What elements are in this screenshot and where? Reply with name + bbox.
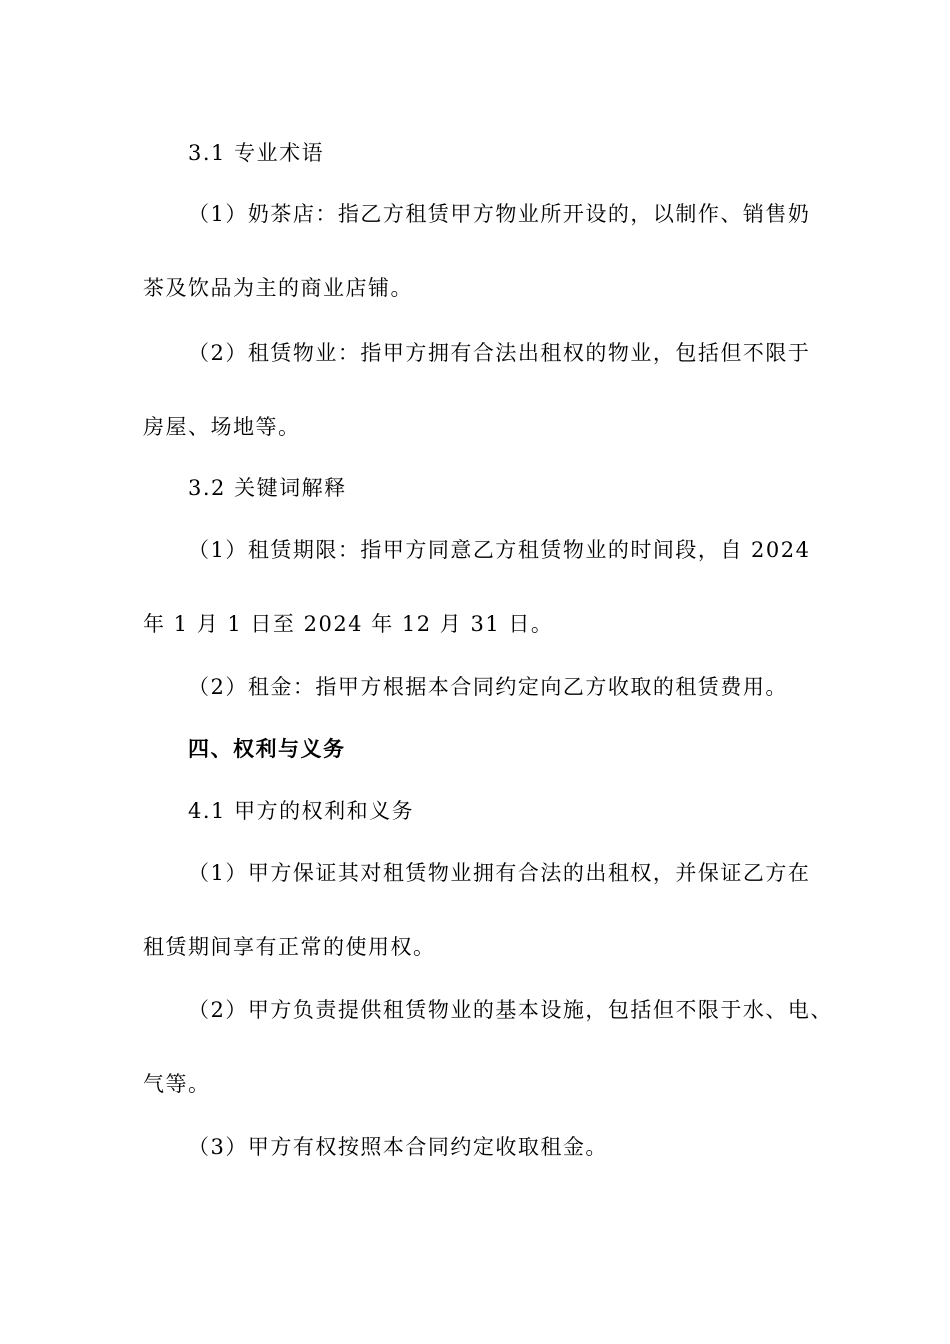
section-3-1-item-2-line-2: 房屋、场地等。 [143,415,301,439]
section-3-1-item-2-line-1: （2）租赁物业：指甲方拥有合法出租权的物业，包括但不限于 [188,341,811,365]
section-4-1-item-1-line-2: 租赁期间享有正常的使用权。 [143,935,436,959]
section-4-1-heading: 4.1 甲方的权利和义务 [188,799,415,823]
section-3-2-item-1-line-2: 年 1 月 1 日至 2024 年 12 月 31 日。 [143,612,554,636]
section-4-1-item-3-line-1: （3）甲方有权按照本合同约定收取租金。 [188,1135,608,1159]
section-3-1-item-1-line-1: （1）奶茶店：指乙方租赁甲方物业所开设的，以制作、销售奶 [188,202,811,226]
section-4-1-item-2-line-2: 气等。 [143,1072,211,1096]
section-3-2-heading: 3.2 关键词解释 [188,476,347,500]
section-3-1-heading: 3.1 专业术语 [188,141,325,165]
section-3-1-item-1-line-2: 茶及饮品为主的商业店铺。 [143,276,413,300]
section-4-1-item-2-line-1: （2）甲方负责提供租赁物业的基本设施，包括但不限于水、电、 [188,998,833,1022]
section-4-1-item-1-line-1: （1）甲方保证其对租赁物业拥有合法的出租权，并保证乙方在 [188,861,811,885]
section-4-heading: 四、权利与义务 [188,737,346,761]
section-3-2-item-2-line-1: （2）租金：指甲方根据本合同约定向乙方收取的租赁费用。 [188,675,788,699]
section-3-2-item-1-line-1: （1）租赁期限：指甲方同意乙方租赁物业的时间段，自 2024 [188,538,811,562]
